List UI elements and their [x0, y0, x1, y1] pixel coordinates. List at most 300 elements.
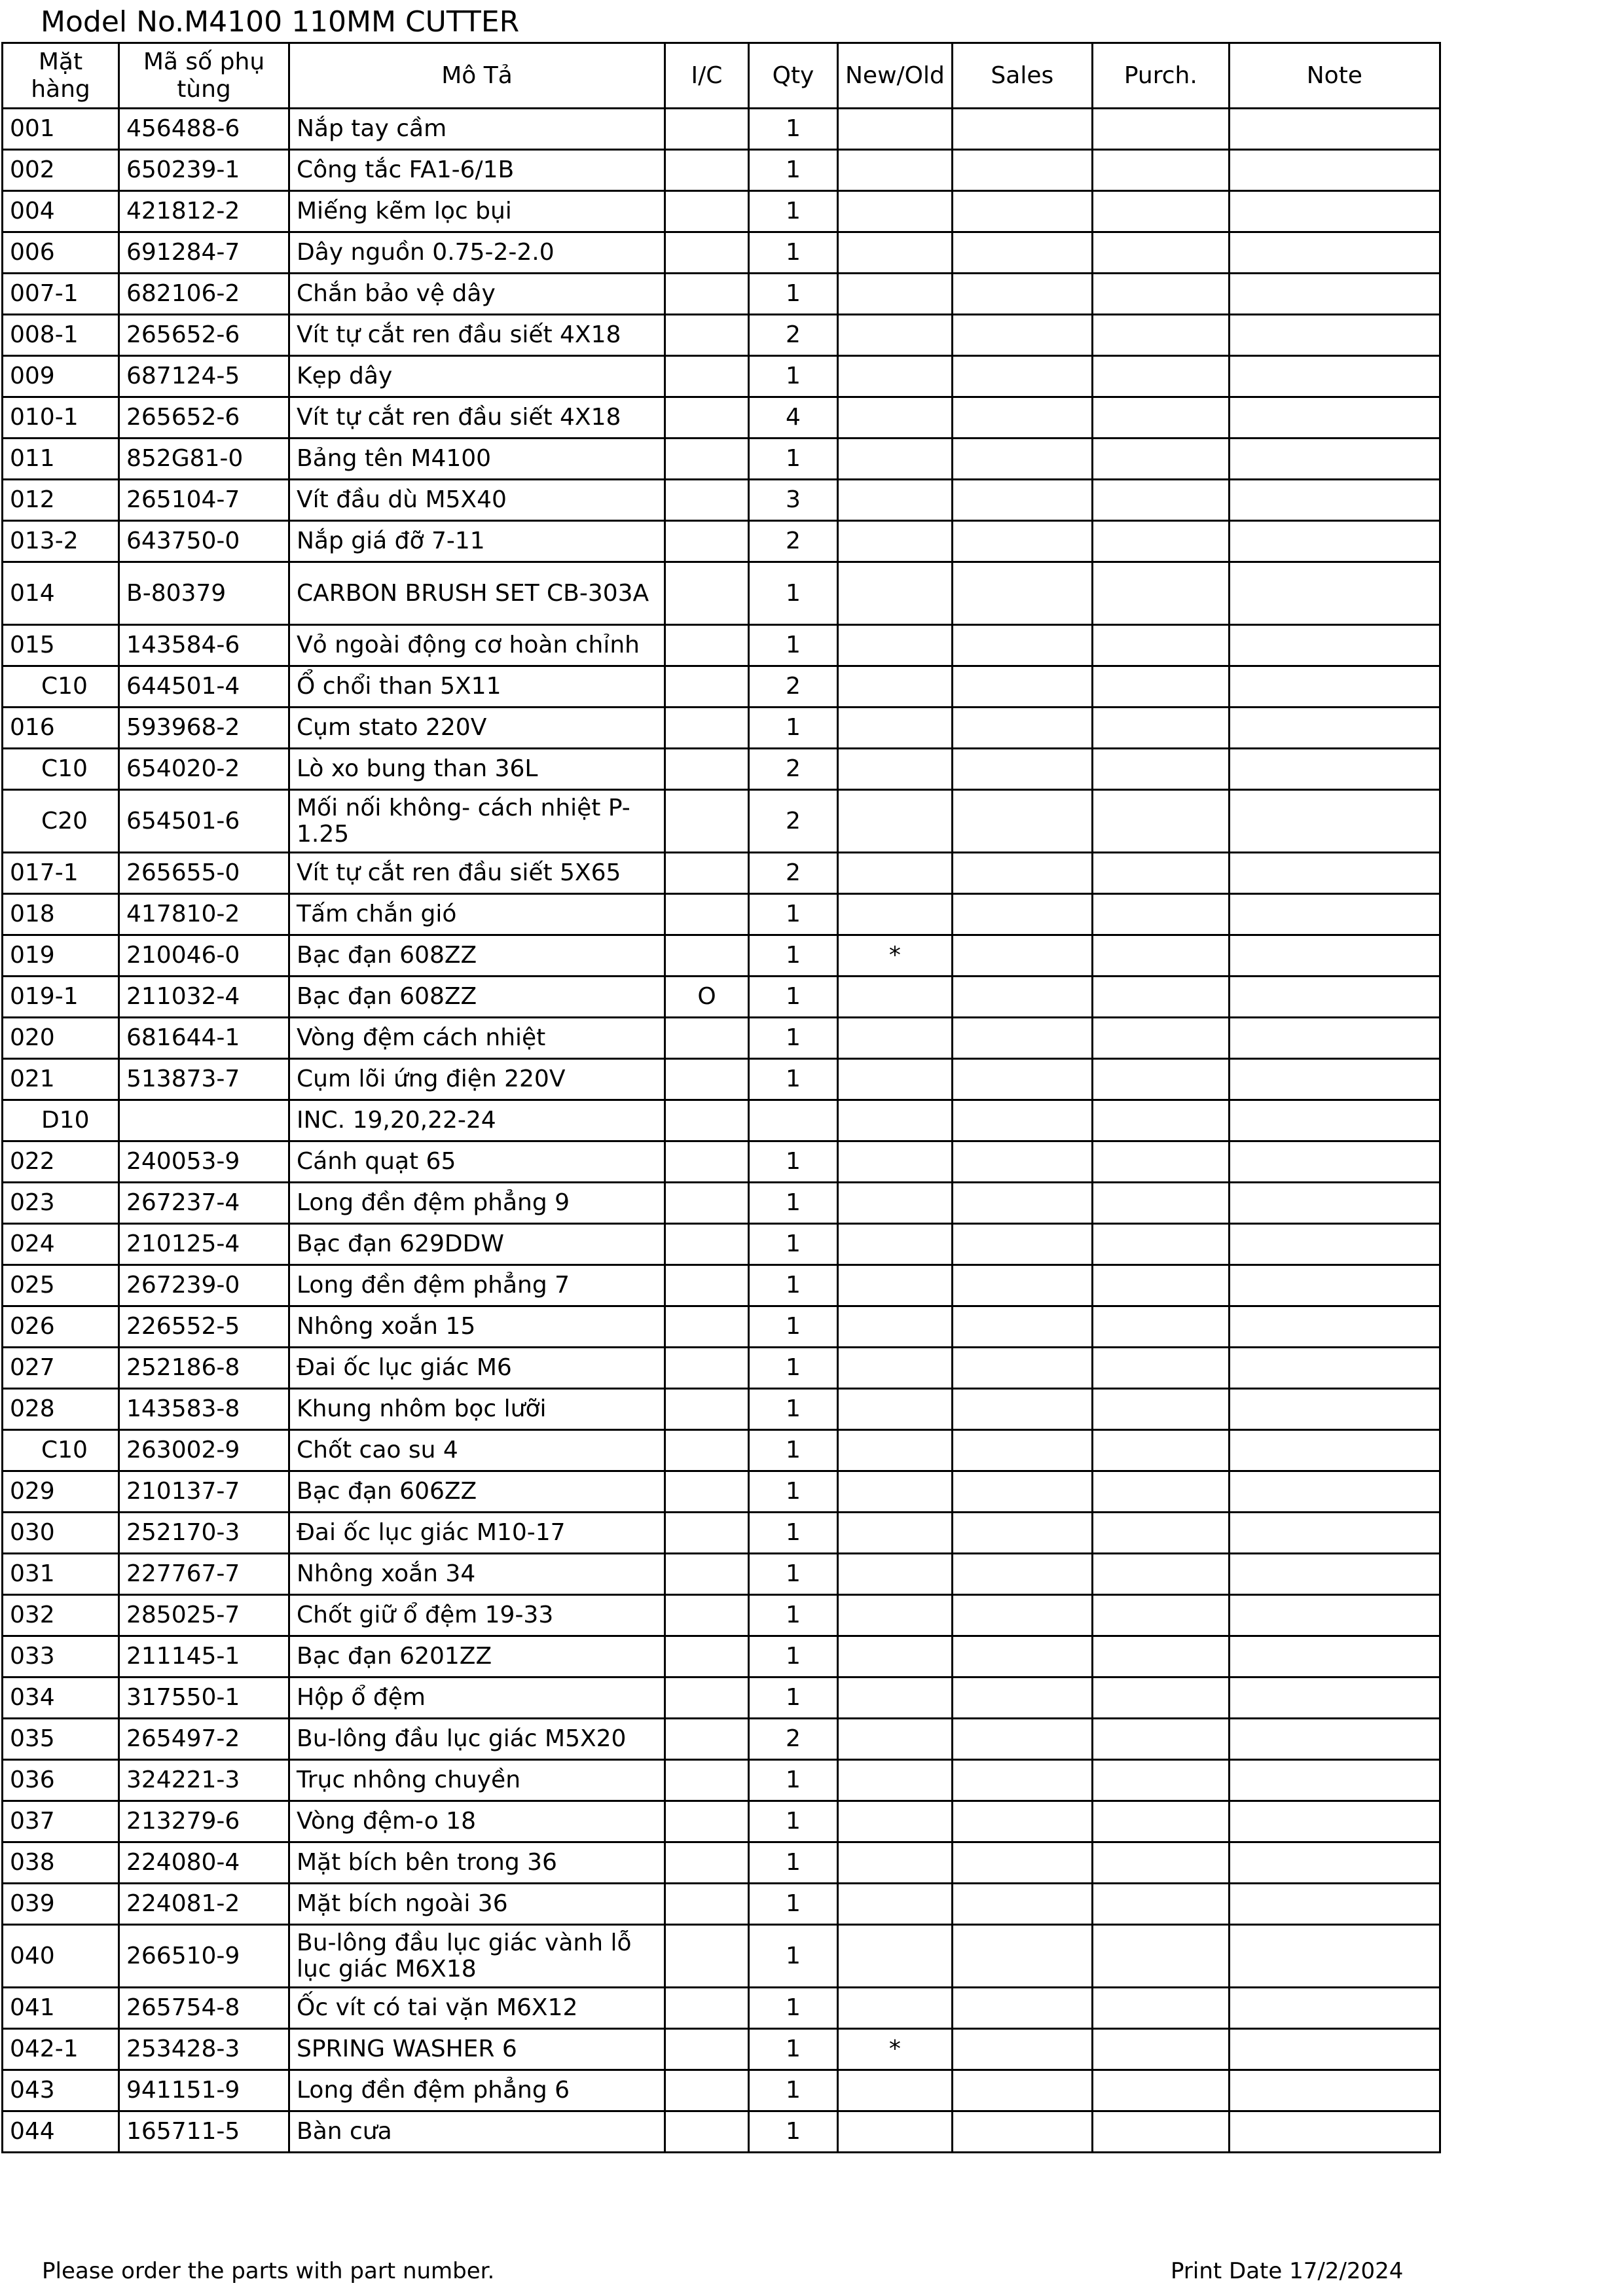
table-row — [3, 1884, 1440, 1925]
table-row — [3, 935, 1440, 977]
cell-qty: 1 — [749, 274, 838, 315]
cell-item: 020 — [3, 1018, 119, 1059]
cell-sales — [952, 1265, 1092, 1306]
cell-sales — [952, 521, 1092, 562]
cell-part-number: 266510-9 — [119, 1925, 289, 1988]
cell-qty: 1 — [749, 1554, 838, 1595]
cell-sales — [952, 1719, 1092, 1760]
table-row — [3, 274, 1440, 315]
cell-sales — [952, 150, 1092, 191]
cell-description: Đai ốc lục giác M10-17 — [289, 1513, 665, 1554]
cell-part-number: 143584-6 — [119, 625, 289, 666]
cell-ic — [665, 274, 749, 315]
cell-sales — [952, 1842, 1092, 1884]
cell-sales — [952, 356, 1092, 397]
cell-note — [1229, 894, 1440, 935]
cell-description: Lò xo bung than 36L — [289, 749, 665, 790]
cell-purch — [1092, 1760, 1229, 1801]
cell-part-number: 643750-0 — [119, 521, 289, 562]
cell-description: Ốc vít có tai vặn M6X12 — [289, 1988, 665, 2029]
cell-item: 011 — [3, 439, 119, 480]
cell-purch — [1092, 356, 1229, 397]
cell-new-old — [838, 894, 953, 935]
table-row — [3, 1719, 1440, 1760]
cell-part-number: 224081-2 — [119, 1884, 289, 1925]
cell-item: 027 — [3, 1348, 119, 1389]
cell-new-old — [838, 666, 953, 708]
table-row — [3, 749, 1440, 790]
cell-note — [1229, 1224, 1440, 1265]
cell-new-old — [838, 1059, 953, 1100]
cell-item: 018 — [3, 894, 119, 935]
table-row — [3, 666, 1440, 708]
cell-new-old — [838, 274, 953, 315]
cell-sales — [952, 666, 1092, 708]
table-row — [3, 625, 1440, 666]
cell-qty: 4 — [749, 397, 838, 439]
cell-purch — [1092, 790, 1229, 853]
table-row — [3, 315, 1440, 356]
cell-note — [1229, 1842, 1440, 1884]
cell-description: Nắp giá đỡ 7-11 — [289, 521, 665, 562]
cell-note — [1229, 439, 1440, 480]
table-row — [3, 356, 1440, 397]
table-row — [3, 1183, 1440, 1224]
cell-note — [1229, 1059, 1440, 1100]
cell-item: 013-2 — [3, 521, 119, 562]
cell-sales — [952, 274, 1092, 315]
cell-qty: 1 — [749, 1348, 838, 1389]
cell-sales — [952, 935, 1092, 977]
cell-item: 022 — [3, 1141, 119, 1183]
cell-new-old — [838, 480, 953, 521]
cell-note — [1229, 977, 1440, 1018]
cell-description: Mặt bích ngoài 36 — [289, 1884, 665, 1925]
cell-part-number: 593968-2 — [119, 708, 289, 749]
table-row — [3, 1636, 1440, 1677]
cell-qty: 1 — [749, 1842, 838, 1884]
cell-note — [1229, 521, 1440, 562]
cell-item: C10 — [3, 666, 119, 708]
cell-sales — [952, 2111, 1092, 2153]
cell-ic — [665, 232, 749, 274]
cell-description: Bàn cưa — [289, 2111, 665, 2153]
cell-part-number: 263002-9 — [119, 1430, 289, 1471]
cell-note — [1229, 150, 1440, 191]
parts-table — [1, 42, 1441, 2153]
cell-purch — [1092, 439, 1229, 480]
cell-description: Nắp tay cầm — [289, 109, 665, 150]
cell-item: C20 — [3, 790, 119, 853]
cell-qty: 2 — [749, 521, 838, 562]
cell-qty: 2 — [749, 666, 838, 708]
cell-part-number: B-80379 — [119, 562, 289, 625]
cell-note — [1229, 2029, 1440, 2070]
cell-ic — [665, 1842, 749, 1884]
cell-description: Dây nguồn 0.75-2-2.0 — [289, 232, 665, 274]
cell-note — [1229, 1988, 1440, 2029]
cell-qty: 1 — [749, 1183, 838, 1224]
cell-ic — [665, 1471, 749, 1513]
cell-item: 041 — [3, 1988, 119, 2029]
cell-part-number: 252170-3 — [119, 1513, 289, 1554]
cell-ic — [665, 1636, 749, 1677]
cell-ic — [665, 1265, 749, 1306]
table-row — [3, 232, 1440, 274]
table-row — [3, 1224, 1440, 1265]
table-row — [3, 1677, 1440, 1719]
cell-item: 014 — [3, 562, 119, 625]
cell-item: 006 — [3, 232, 119, 274]
cell-item: 025 — [3, 1265, 119, 1306]
cell-note — [1229, 562, 1440, 625]
table-row — [3, 1018, 1440, 1059]
cell-sales — [952, 1801, 1092, 1842]
cell-description: Vít tự cắt ren đầu siết 4X18 — [289, 397, 665, 439]
table-row — [3, 894, 1440, 935]
cell-part-number: 267237-4 — [119, 1183, 289, 1224]
cell-qty: 1 — [749, 894, 838, 935]
cell-ic — [665, 935, 749, 977]
cell-qty: 2 — [749, 853, 838, 894]
cell-description: Bạc đạn 629DDW — [289, 1224, 665, 1265]
cell-sales — [952, 1760, 1092, 1801]
cell-note — [1229, 1348, 1440, 1389]
cell-qty: 1 — [749, 1306, 838, 1348]
table-row — [3, 790, 1440, 853]
cell-note — [1229, 1471, 1440, 1513]
cell-qty: 1 — [749, 2111, 838, 2153]
cell-ic — [665, 1183, 749, 1224]
cell-item: 026 — [3, 1306, 119, 1348]
cell-qty: 1 — [749, 1636, 838, 1677]
cell-ic — [665, 150, 749, 191]
cell-new-old — [838, 1677, 953, 1719]
cell-description: Bạc đạn 6201ZZ — [289, 1636, 665, 1677]
cell-qty: 1 — [749, 1925, 838, 1988]
cell-ic — [665, 439, 749, 480]
cell-new-old — [838, 1884, 953, 1925]
table-row — [3, 1801, 1440, 1842]
cell-note — [1229, 1513, 1440, 1554]
footer-order-note: Please order the parts with part number. — [42, 2258, 495, 2284]
cell-new-old: * — [838, 935, 953, 977]
cell-part-number: 211145-1 — [119, 1636, 289, 1677]
cell-purch — [1092, 708, 1229, 749]
header-ic: I/C — [665, 43, 749, 109]
table-row — [3, 1925, 1440, 1988]
cell-qty: 1 — [749, 1471, 838, 1513]
cell-note — [1229, 1801, 1440, 1842]
cell-new-old — [838, 1389, 953, 1430]
footer-print-date: Print Date 17/2/2024 — [1171, 2258, 1404, 2284]
cell-new-old — [838, 1348, 953, 1389]
cell-item: 036 — [3, 1760, 119, 1801]
cell-note — [1229, 1636, 1440, 1677]
cell-ic — [665, 1884, 749, 1925]
table-row — [3, 480, 1440, 521]
cell-item: D10 — [3, 1100, 119, 1141]
cell-purch — [1092, 2029, 1229, 2070]
cell-sales — [952, 439, 1092, 480]
cell-new-old — [838, 1801, 953, 1842]
cell-note — [1229, 2111, 1440, 2153]
cell-part-number: 252186-8 — [119, 1348, 289, 1389]
cell-new-old — [838, 1842, 953, 1884]
table-row — [3, 1265, 1440, 1306]
cell-ic — [665, 2029, 749, 2070]
table-row — [3, 562, 1440, 625]
cell-note — [1229, 1884, 1440, 1925]
cell-part-number: 253428-3 — [119, 2029, 289, 2070]
cell-new-old — [838, 109, 953, 150]
cell-part-number: 421812-2 — [119, 191, 289, 232]
cell-qty: 1 — [749, 1760, 838, 1801]
cell-sales — [952, 1348, 1092, 1389]
cell-sales — [952, 109, 1092, 150]
cell-part-number: 687124-5 — [119, 356, 289, 397]
cell-purch — [1092, 2070, 1229, 2111]
cell-purch — [1092, 1513, 1229, 1554]
cell-item: 028 — [3, 1389, 119, 1430]
cell-sales — [952, 1884, 1092, 1925]
cell-new-old — [838, 439, 953, 480]
cell-ic — [665, 1141, 749, 1183]
cell-ic — [665, 749, 749, 790]
cell-qty: 1 — [749, 1884, 838, 1925]
cell-note — [1229, 232, 1440, 274]
cell-ic — [665, 894, 749, 935]
cell-ic — [665, 1760, 749, 1801]
cell-purch — [1092, 1183, 1229, 1224]
cell-item: 017-1 — [3, 853, 119, 894]
cell-new-old — [838, 1430, 953, 1471]
cell-item: 023 — [3, 1183, 119, 1224]
cell-part-number: 324221-3 — [119, 1760, 289, 1801]
cell-new-old — [838, 397, 953, 439]
table-row — [3, 397, 1440, 439]
cell-sales — [952, 397, 1092, 439]
cell-purch — [1092, 1018, 1229, 1059]
header-qty: Qty — [749, 43, 838, 109]
cell-item: 019 — [3, 935, 119, 977]
cell-ic — [665, 790, 749, 853]
cell-part-number: 210046-0 — [119, 935, 289, 977]
cell-purch — [1092, 1988, 1229, 2029]
cell-part-number: 265754-8 — [119, 1988, 289, 2029]
cell-item: 042-1 — [3, 2029, 119, 2070]
cell-note — [1229, 397, 1440, 439]
cell-item: 040 — [3, 1925, 119, 1988]
cell-sales — [952, 562, 1092, 625]
cell-item: C10 — [3, 1430, 119, 1471]
cell-new-old — [838, 708, 953, 749]
cell-item: 002 — [3, 150, 119, 191]
table-row — [3, 708, 1440, 749]
cell-note — [1229, 1389, 1440, 1430]
cell-description: Tấm chắn gió — [289, 894, 665, 935]
cell-part-number: 211032-4 — [119, 977, 289, 1018]
table-row — [3, 191, 1440, 232]
cell-ic — [665, 1430, 749, 1471]
cell-ic — [665, 2111, 749, 2153]
header-item: Mặt hàng — [3, 43, 119, 109]
cell-new-old — [838, 1988, 953, 2029]
cell-ic — [665, 666, 749, 708]
cell-description: Long đền đệm phẳng 9 — [289, 1183, 665, 1224]
cell-ic — [665, 1801, 749, 1842]
cell-sales — [952, 2029, 1092, 2070]
table-row — [3, 1306, 1440, 1348]
cell-purch — [1092, 977, 1229, 1018]
cell-qty: 1 — [749, 109, 838, 150]
cell-description: Cụm stato 220V — [289, 708, 665, 749]
cell-description: Vòng đệm-o 18 — [289, 1801, 665, 1842]
cell-item: 016 — [3, 708, 119, 749]
cell-item: 031 — [3, 1554, 119, 1595]
cell-description: Cánh quạt 65 — [289, 1141, 665, 1183]
table-row — [3, 1842, 1440, 1884]
cell-new-old — [838, 1141, 953, 1183]
cell-new-old — [838, 625, 953, 666]
cell-new-old — [838, 1306, 953, 1348]
cell-item: 044 — [3, 2111, 119, 2153]
cell-note — [1229, 1554, 1440, 1595]
cell-item: 037 — [3, 1801, 119, 1842]
cell-item: 021 — [3, 1059, 119, 1100]
cell-qty: 3 — [749, 480, 838, 521]
table-row — [3, 2029, 1440, 2070]
table-row — [3, 1389, 1440, 1430]
cell-purch — [1092, 1925, 1229, 1988]
cell-sales — [952, 480, 1092, 521]
cell-purch — [1092, 1348, 1229, 1389]
cell-note — [1229, 315, 1440, 356]
cell-sales — [952, 1925, 1092, 1988]
cell-qty: 1 — [749, 1430, 838, 1471]
cell-sales — [952, 1430, 1092, 1471]
cell-sales — [952, 1100, 1092, 1141]
cell-note — [1229, 274, 1440, 315]
cell-sales — [952, 853, 1092, 894]
cell-new-old — [838, 1183, 953, 1224]
cell-note — [1229, 1760, 1440, 1801]
cell-item: 001 — [3, 109, 119, 150]
table-row — [3, 150, 1440, 191]
cell-ic — [665, 2070, 749, 2111]
cell-qty: 1 — [749, 191, 838, 232]
cell-part-number: 681644-1 — [119, 1018, 289, 1059]
cell-item: 004 — [3, 191, 119, 232]
table-row — [3, 1430, 1440, 1471]
cell-sales — [952, 1595, 1092, 1636]
table-row — [3, 1141, 1440, 1183]
cell-part-number: 226552-5 — [119, 1306, 289, 1348]
cell-part-number: 210125-4 — [119, 1224, 289, 1265]
cell-new-old — [838, 1719, 953, 1760]
cell-qty: 1 — [749, 232, 838, 274]
cell-note — [1229, 480, 1440, 521]
cell-qty — [749, 1100, 838, 1141]
header-part-number: Mã số phụ tùng — [119, 43, 289, 109]
cell-description: Vít đầu dù M5X40 — [289, 480, 665, 521]
cell-item: 032 — [3, 1595, 119, 1636]
cell-item: 035 — [3, 1719, 119, 1760]
cell-qty: 1 — [749, 1265, 838, 1306]
table-row — [3, 977, 1440, 1018]
cell-new-old — [838, 232, 953, 274]
cell-qty: 1 — [749, 708, 838, 749]
cell-description: Bạc đạn 608ZZ — [289, 935, 665, 977]
header-new-old: New/Old — [838, 43, 953, 109]
cell-new-old — [838, 1760, 953, 1801]
cell-qty: 1 — [749, 1513, 838, 1554]
cell-note — [1229, 749, 1440, 790]
cell-sales — [952, 1471, 1092, 1513]
cell-sales — [952, 1059, 1092, 1100]
cell-note — [1229, 1265, 1440, 1306]
cell-new-old — [838, 150, 953, 191]
cell-sales — [952, 1018, 1092, 1059]
cell-description: Bạc đạn 606ZZ — [289, 1471, 665, 1513]
cell-ic — [665, 1306, 749, 1348]
cell-part-number: 650239-1 — [119, 150, 289, 191]
cell-ic — [665, 521, 749, 562]
cell-part-number: 210137-7 — [119, 1471, 289, 1513]
cell-note — [1229, 1183, 1440, 1224]
cell-part-number: 224080-4 — [119, 1842, 289, 1884]
cell-description: Long đền đệm phẳng 6 — [289, 2070, 665, 2111]
cell-qty: 1 — [749, 2029, 838, 2070]
cell-purch — [1092, 109, 1229, 150]
table-row — [3, 2070, 1440, 2111]
cell-part-number: 317550-1 — [119, 1677, 289, 1719]
cell-description: Mặt bích bên trong 36 — [289, 1842, 665, 1884]
cell-ic — [665, 1719, 749, 1760]
cell-part-number: 265652-6 — [119, 397, 289, 439]
cell-part-number: 213279-6 — [119, 1801, 289, 1842]
cell-sales — [952, 232, 1092, 274]
cell-ic — [665, 1018, 749, 1059]
cell-note — [1229, 1430, 1440, 1471]
cell-purch — [1092, 1224, 1229, 1265]
header-purch: Purch. — [1092, 43, 1229, 109]
cell-ic — [665, 1595, 749, 1636]
document-title: Model No.M4100 110MM CUTTER — [41, 5, 520, 39]
cell-purch — [1092, 1471, 1229, 1513]
cell-description: SPRING WASHER 6 — [289, 2029, 665, 2070]
cell-description: Cụm lõi ứng điện 220V — [289, 1059, 665, 1100]
cell-sales — [952, 749, 1092, 790]
cell-description: Bạc đạn 608ZZ — [289, 977, 665, 1018]
cell-purch — [1092, 1884, 1229, 1925]
table-row — [3, 1760, 1440, 1801]
cell-ic — [665, 1389, 749, 1430]
cell-new-old — [838, 356, 953, 397]
cell-ic — [665, 1925, 749, 1988]
cell-note — [1229, 109, 1440, 150]
cell-description: Công tắc FA1-6/1B — [289, 150, 665, 191]
table-row — [3, 2111, 1440, 2153]
table-row — [3, 1554, 1440, 1595]
cell-description: Kẹp dây — [289, 356, 665, 397]
header-note: Note — [1229, 43, 1440, 109]
cell-note — [1229, 356, 1440, 397]
cell-ic — [665, 109, 749, 150]
cell-qty: 1 — [749, 625, 838, 666]
cell-purch — [1092, 625, 1229, 666]
cell-sales — [952, 1988, 1092, 2029]
